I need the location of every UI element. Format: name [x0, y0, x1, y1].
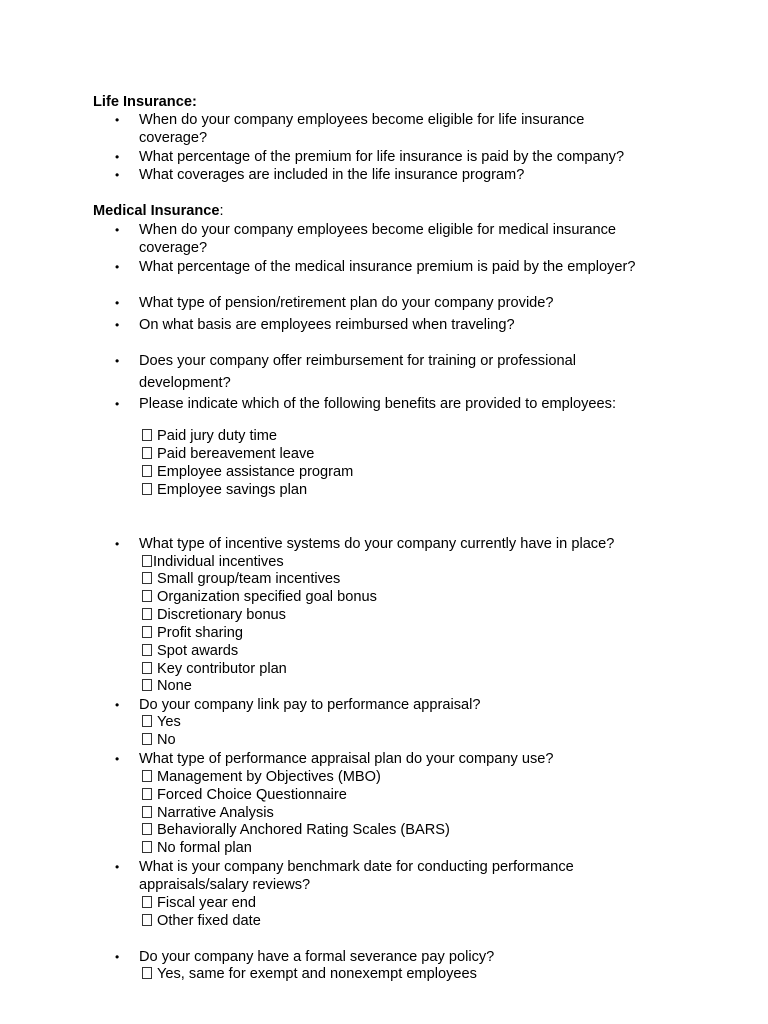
question-text: When do your company employees become eligible for medical insurance: [139, 222, 616, 238]
checkbox-icon[interactable]: [142, 429, 152, 441]
checkbox-icon[interactable]: [142, 662, 152, 674]
checkbox-option[interactable]: Organization specified goal bonus: [142, 588, 377, 606]
checkbox-option[interactable]: Yes, same for exempt and nonexempt employees: [142, 965, 477, 983]
bullet: •: [115, 150, 120, 164]
checkbox-icon[interactable]: [142, 608, 152, 620]
checkbox-option[interactable]: Employee assistance program: [142, 463, 353, 481]
checkbox-option[interactable]: Employee savings plan: [142, 481, 307, 499]
checkbox-option[interactable]: Paid jury duty time: [142, 427, 277, 445]
checkbox-icon[interactable]: [142, 823, 152, 835]
checkbox-option[interactable]: Paid bereavement leave: [142, 445, 314, 463]
checkbox-icon[interactable]: [142, 733, 152, 745]
bullet: •: [115, 752, 120, 766]
question-text: When do your company employees become eligible for life insurance: [139, 112, 585, 128]
bullet: •: [115, 168, 120, 182]
checkbox-icon[interactable]: [142, 715, 152, 727]
question-text: Please indicate which of the following benefits are provided to employees:: [139, 396, 617, 412]
checkbox-option[interactable]: None: [142, 677, 192, 695]
checkbox-icon[interactable]: [142, 447, 152, 459]
checkbox-icon[interactable]: [142, 967, 152, 979]
checkbox-icon[interactable]: [142, 644, 152, 656]
checkbox-option[interactable]: Management by Objectives (MBO): [142, 768, 381, 786]
bullet: •: [115, 860, 120, 874]
bullet: •: [115, 950, 120, 964]
checkbox-icon[interactable]: [142, 626, 152, 638]
checkbox-option[interactable]: Fiscal year end: [142, 894, 256, 912]
checkbox-option[interactable]: No formal plan: [142, 839, 252, 857]
bullet: •: [115, 113, 120, 127]
checkbox-option[interactable]: No: [142, 731, 176, 749]
medical-insurance-heading: Medical Insurance:: [93, 203, 224, 219]
question-text: What percentage of the medical insurance premium is paid by the employer?: [139, 259, 636, 275]
checkbox-option[interactable]: Individual incentives: [142, 553, 284, 571]
question-text: What coverages are included in the life insurance program?: [139, 167, 525, 183]
checkbox-icon[interactable]: [142, 679, 152, 691]
question-text: development?: [139, 375, 231, 391]
bullet: •: [115, 537, 120, 551]
question-text: On what basis are employees reimbursed when traveling?: [139, 317, 515, 333]
checkbox-option[interactable]: Spot awards: [142, 642, 238, 660]
checkbox-icon[interactable]: [142, 806, 152, 818]
bullet: •: [115, 223, 120, 237]
question-text: What type of performance appraisal plan do your company use?: [139, 751, 554, 767]
bullet: •: [115, 318, 120, 332]
checkbox-icon[interactable]: [142, 841, 152, 853]
bullet: •: [115, 296, 120, 310]
checkbox-option[interactable]: Key contributor plan: [142, 660, 287, 678]
checkbox-icon[interactable]: [142, 788, 152, 800]
question-text: Does your company offer reimbursement for training or professional: [139, 353, 576, 369]
question-text: What type of incentive systems do your company currently have in place?: [139, 536, 615, 552]
question-text: Do your company link pay to performance appraisal?: [139, 697, 481, 713]
checkbox-icon[interactable]: [142, 770, 152, 782]
checkbox-icon[interactable]: [142, 465, 152, 477]
checkbox-option[interactable]: Small group/team incentives: [142, 570, 340, 588]
checkbox-option[interactable]: Profit sharing: [142, 624, 243, 642]
checkbox-option[interactable]: Forced Choice Questionnaire: [142, 786, 347, 804]
question-text: Do your company have a formal severance pay policy?: [139, 949, 495, 965]
question-text: What is your company benchmark date for conducting performance: [139, 859, 574, 875]
bullet: •: [115, 397, 120, 411]
checkbox-option[interactable]: Behaviorally Anchored Rating Scales (BARS): [142, 821, 450, 839]
checkbox-icon[interactable]: [142, 572, 152, 584]
checkbox-icon[interactable]: [142, 914, 152, 926]
question-text: coverage?: [139, 240, 208, 256]
bullet: •: [115, 354, 120, 368]
bullet: •: [115, 260, 120, 274]
checkbox-icon[interactable]: [142, 590, 152, 602]
question-text: coverage?: [139, 130, 208, 146]
checkbox-option[interactable]: Discretionary bonus: [142, 606, 286, 624]
checkbox-icon[interactable]: [142, 483, 152, 495]
question-text: appraisals/salary reviews?: [139, 877, 311, 893]
checkbox-option[interactable]: Yes: [142, 713, 181, 731]
question-text: What percentage of the premium for life insurance is paid by the company?: [139, 149, 625, 165]
bullet: •: [115, 698, 120, 712]
checkbox-option[interactable]: Other fixed date: [142, 912, 261, 930]
checkbox-icon[interactable]: [142, 896, 152, 908]
question-text: What type of pension/retirement plan do your company provide?: [139, 295, 554, 311]
checkbox-icon[interactable]: [142, 555, 152, 567]
checkbox-option[interactable]: Narrative Analysis: [142, 804, 274, 822]
life-insurance-heading: Life Insurance:: [93, 94, 197, 110]
